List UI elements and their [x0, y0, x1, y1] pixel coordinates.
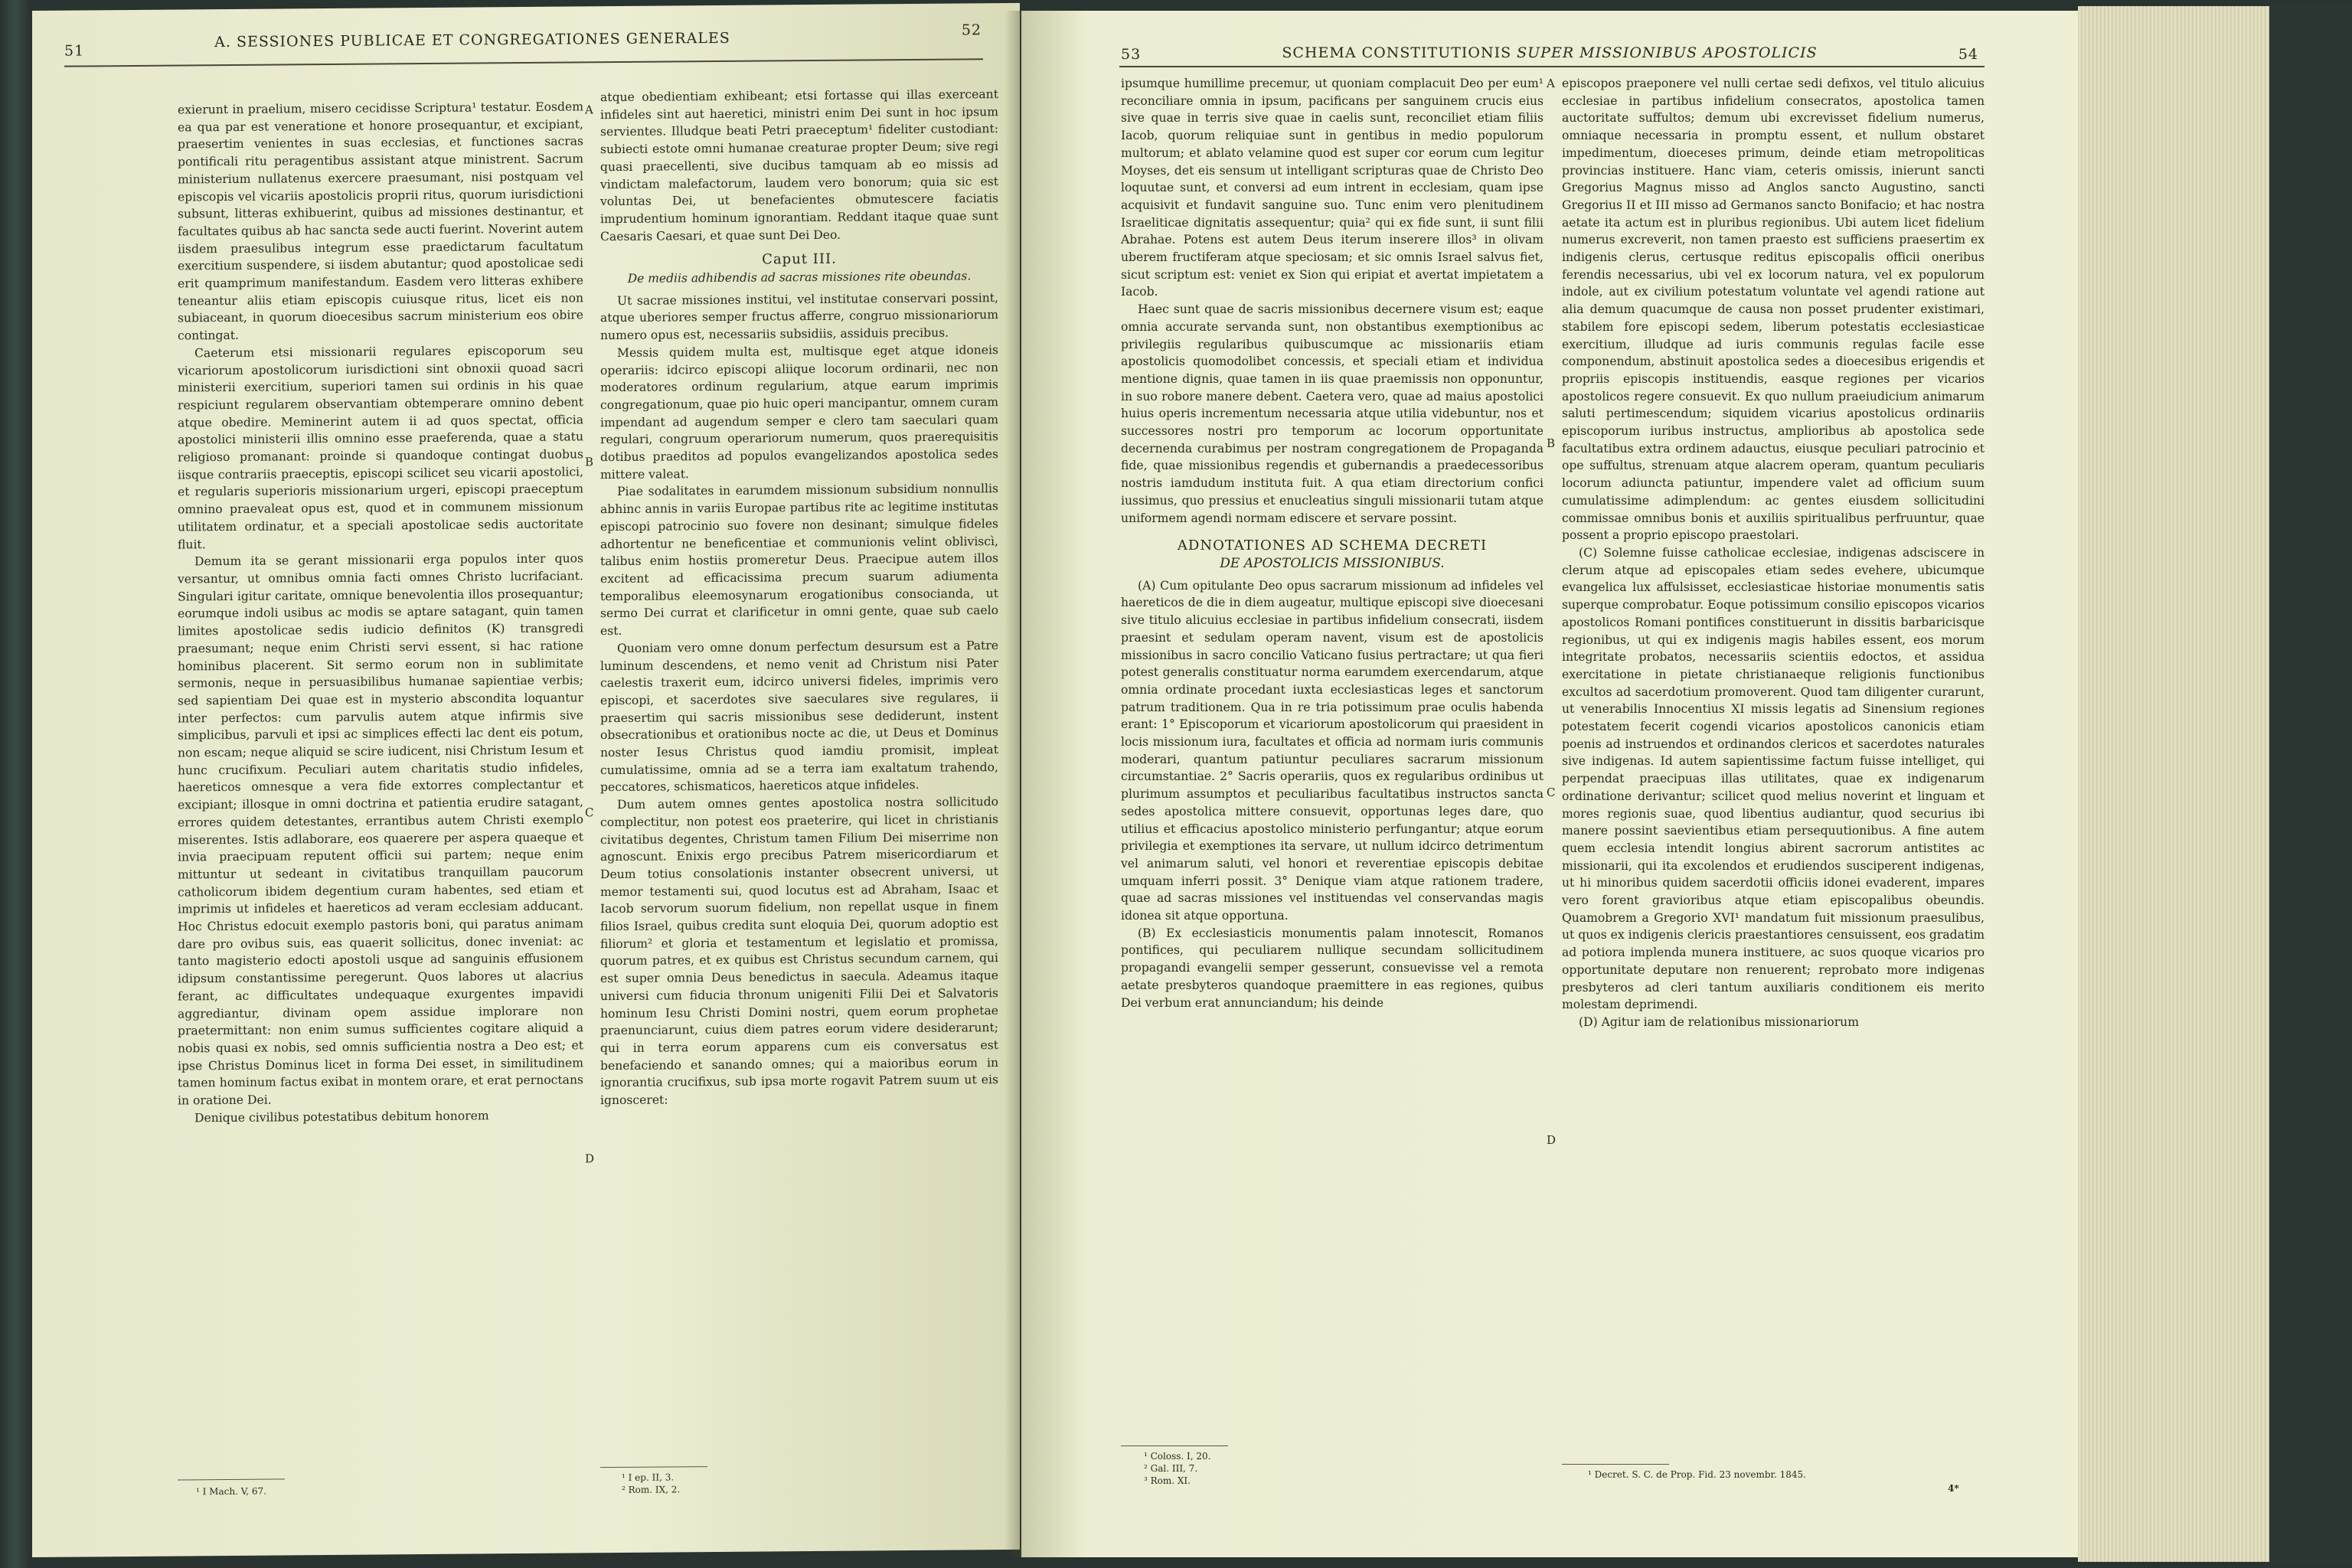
footnote: ² Rom. IX, 2.	[622, 1484, 681, 1495]
annotations-subtitle: DE APOSTOLICIS MISSIONIBUS.	[1220, 555, 1445, 571]
footnote: ¹ I Mach. V, 67.	[196, 1485, 266, 1498]
margin-letter-d: D	[1547, 1133, 1557, 1147]
right-page	[1021, 11, 2078, 1557]
paragraph: Haec sunt quae de sacris missionibus decernere visum est; eaque omnia accurate servanda sunt, non obstantibus exemptionibus ac privilegiis regularibus quibuscumque ac missionariis etiam apostolicis quomodolibet concessis, et speciali etiam et individua mentione dignis, quae tamen in iis quae praemissis non opponuntur, in suo robore manere debent. Caetera vero, quae ad maius apostolici huius operis incrementum necessaria atque utilia videbuntur, nos et successores nostri pro temporum ac locorum opportunitate decernenda curabimus per nostram congregationem de Propaganda fide, quae missionibus regendis et gubernandis a praedecessoribus nostris iamdudum instituta fuit. A qua etiam directorium confici iussimus, quo pressius et enucleatius singuli missionarii tutam atque uniformem agendi normam ediscere et servare possint.	[1121, 302, 1544, 525]
paragraph: Quoniam vero omne donum perfectum desursum est a Patre luminum descendens, et nemo venit ad Christum nisi Pater caelestis traxerit eum, idcirco universi fideles, imprimis vero episcopi, et sacerdotes sive saeculares sive regulares, ii praesertim qui sacris missionibus sese dediderunt, instent obsecrationibus et orationibus nocte ac die, ut Deus et Dominus noster Iesus Christus quod iamdiu promisit, impleat cumulatissime, omnia ad se a terra iam exaltatum trahendo, peccatores, schismaticos, haereticos atque infideles.	[600, 638, 998, 795]
footnote-rule	[1562, 1464, 1669, 1465]
paragraph: Ut sacrae missiones institui, vel institutae conservari possint, atque uberiores semper fructus afferre, congruo missionariorum numero opus est, necessariis subsidiis, assiduis precibus.	[600, 290, 998, 343]
margin-letter-a: A	[585, 103, 593, 117]
paragraph: Caeterum etsi missionarii regulares episcoporum seu vicariorum apostolicorum iurisdictioni sint obnoxii quoad sacri ministerii exercitium, superiori tamen sui ordinis in his quae respiciunt regularem observantiam obtemperare omnino debent atque obedire. Meminerint autem ii ad quos spectat, officia apostolici ministerii illis omnino esse praeferenda, quae a statu religioso promanant: proinde si quandoque contingat duobus iisque contrariis praeceptis, episcopi scilicet seu vicarii apostolici, et regularis superioris missionarium urgeri, episcopi praeceptum omnino praevaleat opus est, quod et in communem missionum utilitatem ordinatur, et a speciali apostolicae sedis auctoritate fluit.	[178, 343, 583, 552]
background-edge	[2269, 3, 2352, 1565]
paragraph: exierunt in praelium, misero cecidisse Scriptura¹ testatur. Eosdem ea qua par est veneratione et honore prosequantur, et excipiant, praesertim venientes in suas ecclesias, et functiones sacras pontificali ritu peragentibus assistant atque ministrent. Sacrum ministerium nullatenus exercere praesumant, nisi postquam vel episcopis vel vicariis apostolicis proprii ritus, quorum iurisdictioni subsunt, litteras exhibuerint, quibus ad missiones destinantur, et facultates quibus ab hac sancta sede aucti fuerint. Noverint autem iisdem praesulibus integrum esse praedictarum facultatum exercitium suspendere, si iisdem abutantur; quod apostolicae sedi erit quamprimum manifestandum. Easdem vero litteras exhibere teneantur aliis etiam episcopis cuiusque ritus, licet eis non subiaceant, in quorum dioecesibus sacrum ministerium eos obire contingat.	[178, 100, 583, 343]
margin-letter-a: A	[1547, 77, 1555, 90]
head-rule	[64, 58, 983, 67]
paragraph: episcopos praeponere vel nulli certae sedi defixos, vel titulo alicuius ecclesiae in partibus infidelium consecratos, apostolica tamen auctoritate suffultos; demum ubi excrevisset fidelium numerus, omniaque necessaria in promptu essent, et nullum obstaret impedimentum, dioeceses primum, deinde etiam metropoliticas provincias instituere. Hanc viam, ceteris omissis, inierunt sancti Gregorius Magnus misso ad Anglos sancto Augustino, sancti Gregorius II et III misso ad Germanos sancto Bonifacio; et hac nostra aetate ita actum est in pluribus regionibus. Ubi autem licet fidelium numerus excreverit, non tamen praesto est sufficiens praesertim ex indigenis clerus, certusque reditus episcopalis officii oneribus ferendis necessarius, ubi vel ex locorum natura, vel ex populorum indole, aut ex civilium potestatum voluntate vel agendi ratione aut alia demum quacumque de causa non posset prudenter existimari, stabilem fore episcopi sedem, liberum potestatis ecclesiasticae exercitium, illudque ad iuris communis regulas facile esse componendum, abstinuit apostolica sedes a dioecesibus erigendis et propriis episcopis instituendis, easque regiones per vicarios apostolicos regere consuevit. Ex quo nullum praeiudicium animarum saluti pertimescendum; siquidem vicarius apostolicus ordinariis episcoporum iuribus instructus, amplioribus ab apostolica sede facultatibus extra ordinem adauctus, eiusque peculiari patrocinio et ope suffultus, strenuam atque alacrem operam, quantum peculiaris locorum adiuncta patiuntur, impendere valet ad officium suum cumulatissime adimplendum: ac gentes eiusdem sollicitudini commissae omnibus bonis et auxiliis spiritualibus perfruuntur, quae possent a proprio episcopo praestolari.	[1562, 77, 1984, 543]
head-rule	[1119, 66, 1984, 67]
running-head-plain: SCHEMA CONSTITUTIONIS	[1282, 44, 1512, 61]
running-head-italic: SUPER MISSIONIBUS APOSTOLICIS	[1517, 44, 1818, 61]
running-head-title	[1121, 44, 1978, 61]
paragraph: Denique civilibus potestatibus debitum honorem	[194, 1109, 489, 1125]
paragraph: Piae sodalitates in earumdem missionum subsidium nonnullis abhinc annis in variis Europae partibus rite ac legitime institutas episcopi patrocinio suo fovere non desinant; simulque fideles adhortentur ne beneficentiae et communionis velint obliviscì, talibus enim hostiis promeretur Deus. Praecipue autem illos excitent ad efficacissima precum suarum adiumenta temporalibus eleemosynarum erogationibus consocianda, ut sermo Dei currat et clarificetur in omni gente, quae sub caelo est.	[600, 482, 998, 639]
annotations-heading	[1121, 537, 1544, 572]
margin-letter-c: C	[1547, 786, 1556, 799]
right-running-head	[1121, 44, 1978, 67]
footnote-rule	[600, 1466, 707, 1468]
margin-letter-d: D	[585, 1152, 595, 1166]
footnote: ¹ I ep. II, 3.	[622, 1472, 675, 1483]
paragraph: Messis quidem multa est, multisque eget atque idoneis operariis: idcirco episcopi aliique locorum ordinarii, nec non moderatores ordinum regularium, atque earum imprimis congregationum, quae pio huic operi mancipantur, omnem curam impendant ad augendum semper e clero tam saeculari quam regulari, congruum operariorum numerum, quos praerequisitis dotibus praeditos ad populos evangelizandos apostolica sedes mittere valeat.	[600, 342, 998, 482]
page-number-53: 53	[1121, 46, 1142, 63]
footnote: ¹ Decret. S. C. de Prop. Fid. 23 novembr. 1845.	[1588, 1469, 1806, 1480]
paragraph: (C) Solemne fuisse catholicae ecclesiae, indigenas adsciscere in clerum atque ad episcopales etiam sedes evehere, ubicumque evangelica lux affulsisset, ecclesiasticae historiae monumentis satis superque comprobatur. Eoque potissimum consilio episcopos vicarios apostolicos Romani pontifices constituerunt in dissitis barbaricisque regionibus, ut qui ex indigenis magis habiles essent, eos morum integritate probatos, necessariis scientiis edoctos, et assidua exercitatione in pietate christianaeque religionis functionibus excultos ad sacerdotium promoverent. Quod tam diligenter curarunt, ut venerabilis Innocentius XI missis legatis ad Sinensium regiones potestatem fecerit cogendi vicarios apostolicos canonicis etiam poenis ad instruendos et ordinandos clericos et sacerdotes naturales sive indigenas. Id autem sapientissime factum fuisse intelliget, qui perpendat praecipuas illas utilitates, quae ex indigenarum ordinatione derivantur; scilicet quod melius noverint et linguam et mores regionis suae, quod libentius audiantur, quod securius ibi manere possint saevientibus etiam persequutionibus. A fine autem quem ecclesia intendit longius abirent sacrorum antistites ac missionarii, qui ita excolendos et erudiendos susciperent indigenas, ut hi minoribus quidem sacerdotii officiis idonei evaderent, impares vero forent gravioribus atque etiam episcopalibus obeundis. Quamobrem a Gregorio XVI¹ mandatum fuit missionum praesulibus, ut quos ex indigenis clericis praestantiores censuissent, eos gradatim ad potiora implenda munera instituere, ac suos quoque vicarios pro opportunitate deputare non renuerent; reprobato more indigenas presbyteros ad cleri tantum auxiliaris conditionem eis merito molestam deprimendi.	[1562, 545, 1984, 1012]
margin-letter-c: C	[585, 805, 594, 820]
paragraph: (A) Cum opitulante Deo opus sacrarum missionum ad infideles vel haereticos de die in diem augeatur, multique episcopi sive dioecesani sive titulo alicuius ecclesiae in partibus infidelium consecrati, iisdem praesint et sedulam operam navent, visum est de apostolicis missionibus in sacro concilio Vaticano fusius pertractare; ut qua fieri potest generalis constituatur norma earumdem exercendarum, atque omnia ordinate procedant iuxta ecclesiasticas leges et sanctorum patrum traditionem. Qua in re tria potissimum prae oculis habenda erant: 1° Episcoporum et vicariorum apostolicorum qui praesident in locis missionum iura, facultates et officia ad normam iuris communis moderari, quantum patiuntur peculiares sacrarum missionum circumstantiae. 2° Sacris operariis, quos ex regularibus ordinibus ut plurimum assumptos et peculiaribus facultatibus instructos sancta sedes apostolica mittere consuevit, opportunas leges dare, quo utilius et efficacius apostolico ministerio perfungantur; atque eorum privilegia et exemptiones ita servare, ut nullum idcirco detrimentum vel animarum saluti, vel honori et reverentiae episcopis debitae umquam inferri possit. 3° Denique viam atque rationem tradere, quae ad sacras missiones vel instituendas vel conservandas magis idonea sit atque opportuna.	[1121, 578, 1544, 923]
paragraph: (D) Agitur iam de relationibus missionariorum	[1579, 1014, 1860, 1029]
paragraph: Dum autem omnes gentes apostolica nostra sollicitudo complectitur, non potest eos praeterire, qui licet in christianis civitatibus degentes, Christum tamen Filium Dei miserrime non agnoscunt. Enixis ergo precibus Patrem misericordiarum et Deum totius consolationis instanter obsecrent universi, ut memor testamenti sui, quod locutus est ad Abraham, Isaac et Iacob servorum suorum fidelium, non repellat usque in finem filios Israel, quibus credita sunt eloquia Dei, quorum adoptio est filiorum² et gloria et testamentum et legislatio et promissa, quorum patres, et ex quibus est Christus secundum carnem, qui est super omnia Deus benedictus in saecula. Adeamus itaque universi cum fiducia thronum unigeniti Filii Dei et Salvatoris hominum Iesu Christi Domini nostri, quem eorum prophetae praenunciarunt, cuius diem patres eorum videre desiderarunt; qui in terra eorum apparens cum eis conversatus est benefaciendo et sanando omnes; qui a maioribus eorum in ignorantia crucifixus, sub ipsa morte rogavit Patrem suum ut eis ignosceret:	[600, 795, 998, 1108]
page-number-52: 52	[961, 21, 982, 39]
signature-mark: 4*	[1948, 1483, 1959, 1494]
caput-title: Caput III.	[762, 251, 837, 268]
margin-letter-b: B	[585, 455, 594, 469]
page-number-51: 51	[64, 42, 85, 60]
paragraph: ipsumque humillime precemur, ut quoniam complacuit Deo per eum¹ reconciliare omnia in ipsum, pacificans per sanguinem crucis eius sive quae in terris sive quae in caelis sunt, reconciliet etiam filiis Iacob, quorum reliquiae sunt in gentibus in medio populorum multorum; et ablato velamine quod est super cor eorum cum legitur Moyses, det eis sensum ut intelligant scripturas quae de Christo Deo loquutae sunt, et conversi ad eum intrent in ecclesiam, quam ipse acquisivit et fundavit sanguine suo. Tunc enim vero plenitudinem Israeliticae dignitatis assequentur; quia² qui ex fide sunt, ii sunt filii Abrahae. Potens est autem Deus iterum inserere illos³ in olivam uberem fructiferam atque speciosam; et sic omnis Israel salvus fiet, sicut scriptum est: veniet ex Sion qui eripiat et avertat impietatem a Iacob.	[1121, 77, 1544, 299]
annotations-title: ADNOTATIONES AD SCHEMA DECRETI	[1177, 537, 1488, 554]
caput-subtitle: De mediis adhibendis ad sacras missiones rite obeundas.	[627, 269, 972, 286]
page-edges	[2078, 6, 2277, 1562]
footnote: ² Gal. III, 7.	[1144, 1463, 1198, 1474]
paragraph: Demum ita se gerant missionarii erga populos inter quos versantur, ut omnibus omnia facti omnes Christo lucrifaciant. Singulari igitur caritate, omnique benevolentia illos prosequantur; eorumque indoli usibus ac modis se aptare satagant, quin tamen limites apostolicae sedis iudicio definitos (K) transgredi praesumant; neque enim Christi servi essent, si hac ratione hominibus placerent. Sit sermo eorum non in sublimitate sermonis, neque in persuasibilibus humanae sapientiae verbis; sed sapientiam Dei quae est in mysterio abscondita loquantur inter perfectos: cum parvulis autem atque infirmis sive simplicibus, parvuli et ipsi ac simplices effecti lac dent eis potum, non escam; neque aliquid se scire iudicent, nisi Christum Iesum et hunc crucifixum. Peculiari autem charitatis studio infideles, haereticos omnesque a vera fide extorres complectantur et excipiant; illosque in omni doctrina et patientia erudire satagant, errores quidem detestantes, errantibus autem Christi exemplo miserentes. Istis adlaborare, eos quaerere per aspera quaeque et invia praecipuam reputent officii sui partem; neque enim mittuntur ut sedeant in civitatibus tranquillam paucorum catholicorum ibidem degentium curam habentes, sed etiam et imprimis ut infideles et haereticos ad veram ecclesiam adducant. Hoc Christus edocuit exemplo pastoris boni, qui paratus animam dare pro ovibus suis, eas quaerit sollicitus, donec inveniat: ac tanto magisterio edocti apostoli usque ad sanguinis effusionem idipsum constantissime peregerunt. Quos labores ut alacrius ferant, ac difficultates undequaque exurgentes impavidi aggrediantur, divinam opem assidue implorare non praetermittant: non enim sumus sufficientes cogitare aliquid a nobis quasi ex nobis, sed omnis sufficientia nostra a Deo est; et ipse Christus Dominus licet in forma Dei esset, in similitudinem tamen hominum factus exibat in montem orare, et erat pernoctans in oratione Dei.	[178, 551, 583, 1108]
margin-letter-b: B	[1547, 436, 1556, 450]
left-column-1	[178, 98, 583, 1127]
running-head-title: A. SESSIONES PUBLICAE ET CONGREGATIONES GENERALES	[214, 29, 730, 51]
footnote: ¹ Coloss. I, 20.	[1144, 1451, 1211, 1462]
right-column-1	[1121, 75, 1544, 1011]
left-running-head	[64, 21, 982, 60]
caput-heading	[600, 250, 998, 287]
page-number-54: 54	[1958, 46, 1978, 63]
paragraph: atque obedientiam exhibeant; etsi fortasse qui illas exerceant infideles sint aut haeretici, ministri enim Dei sunt in hoc ipsum servientes. Illudque beati Petri praeceptum¹ fideliter custodiant: subiecti estote omni humanae creaturae propter Deum; sive regi quasi praecellenti, sive ducibus tamquam ab eo missis ad vindictam malefactorum, laudem vero bonorum; quia sic est voluntas Dei, ut benefacientes obmutescere faciatis imprudentium hominum ignorantiam. Reddant itaque quae sunt Caesaris Caesari, et quae sunt Dei Deo.	[600, 87, 998, 243]
footnote-rule	[178, 1478, 285, 1480]
left-column-2	[600, 86, 998, 1109]
right-column-2	[1562, 75, 1984, 1031]
footnote: ³ Rom. XI.	[1144, 1475, 1191, 1486]
left-page	[32, 3, 1020, 1557]
paragraph: (B) Ex ecclesiasticis monumentis palam innotescit, Romanos pontifices, qui peculiarem nullique secundam sollicitudinem propagandi evangelii semper gesserunt, consuevisse vel a remota aetate presbyteros quandoque praemittere in eas regiones, quibus Dei verbum erat annunciandum; his deinde	[1121, 926, 1544, 1010]
